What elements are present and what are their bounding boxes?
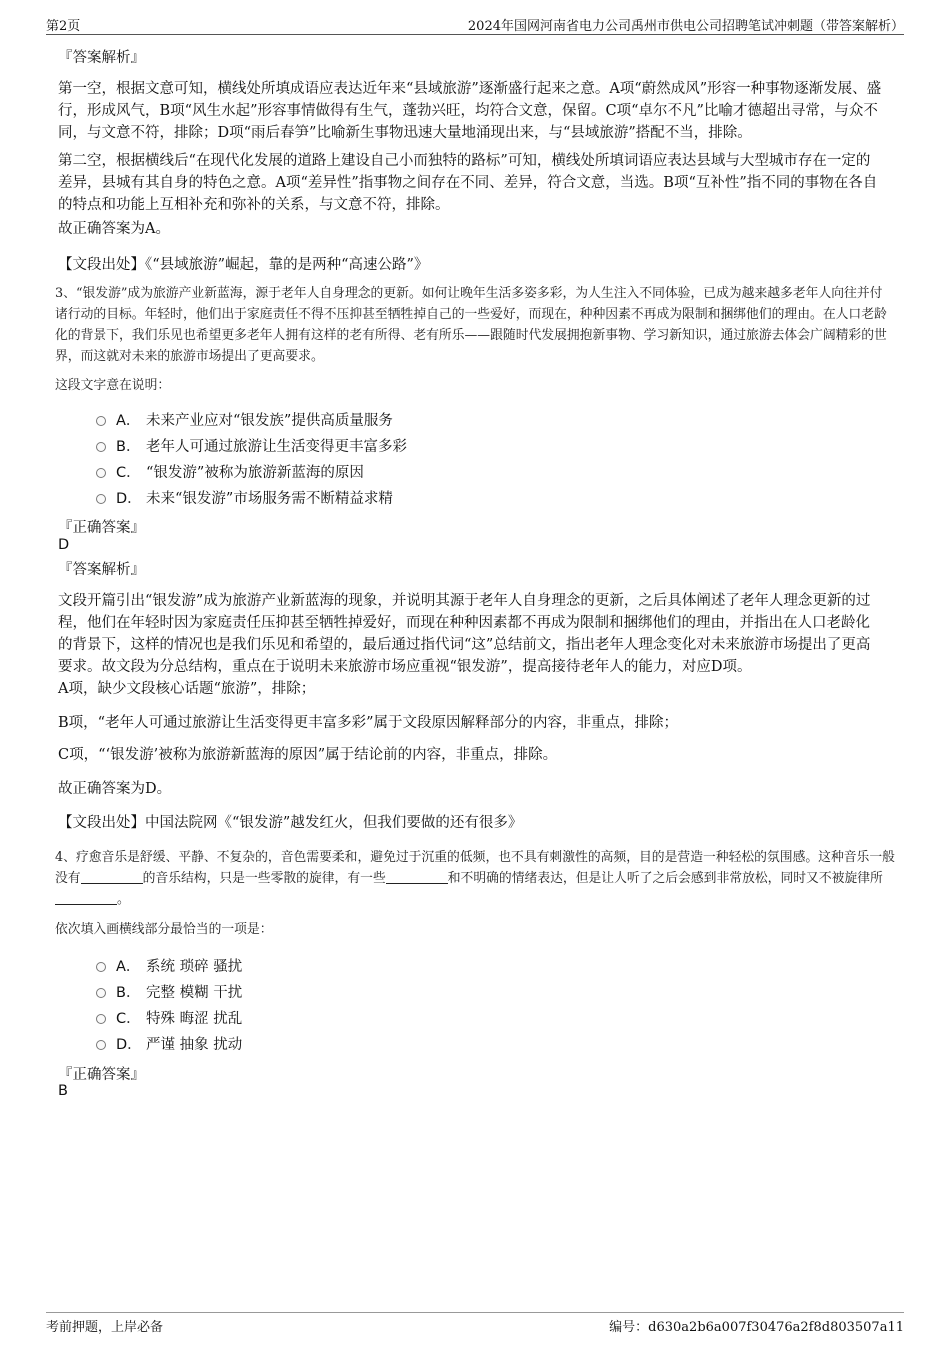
analysis-paragraph: C项，“‘银发游’被称为旅游新蓝海的原因”属于结论前的内容，非重点，排除。 <box>58 747 558 763</box>
correct-answer: B <box>58 1083 68 1099</box>
analysis-paragraph: 文段开篇引出“银发游”成为旅游产业新蓝海的现象，并说明其源于老年人自身理念的更新，之后具体阐述了老年人理念更新的过程，他们在年轻时因为家庭责任压抑甚至牺牲掉爱好，而现在种种因素都不再成为限制和捆绑他们的理由，并指出在人口老龄化的背景下，这样的情况也是我们乐见和希望的，最后通过指代词“这”总结前文，指出老年人理念变化对未来旅游市场提出了更高要求。故文段为分总结构，重点在于说明未来旅游市场应重视“银发游”，提高接待老年人的能力，对应D项。 <box>58 593 871 675</box>
footer-note: 考前押题，上岸必备 <box>46 1320 164 1335</box>
page-header <box>46 14 904 35</box>
option-b[interactable]: B． 完整 模糊 干扰 <box>96 982 242 1004</box>
correct-answer: D <box>58 537 70 553</box>
analysis-label: 『答案解析』 <box>58 50 145 66</box>
correct-answer-label: 『正确答案』 <box>58 520 145 536</box>
blank-line <box>81 869 143 884</box>
option-d[interactable]: D． 未来“银发游”市场服务需不断精益求精 <box>96 488 393 510</box>
source-citation: 【文段出处】《“县域旅游”崛起，靠的是两种“高速公路”》 <box>58 257 429 273</box>
radio-icon[interactable] <box>96 468 106 478</box>
blank-line <box>386 869 448 884</box>
analysis-label: 『答案解析』 <box>58 562 145 578</box>
page-number: 第2页 <box>46 19 81 34</box>
analysis-paragraph: 第一空，根据文意可知，横线处所填成语应表达近年来“县域旅游”逐渐盛行起来之意。A项“蔚然成风”形容一种事物逐渐发展、盛行，形成风气，B项“风生水起”形容事情做得有生气，蓬勃兴旺，均符合文意，保留。C项“卓尔不凡”比喻才德超出寻常，与众不同，与文意不符，排除；D项“雨后春笋”比喻新生事物迅速大量地涌现出来，与“县域旅游”搭配不当，排除。 <box>58 81 882 141</box>
radio-icon[interactable] <box>96 988 106 998</box>
option-b[interactable]: B． 老年人可通过旅游让生活变得更丰富多彩 <box>96 436 407 458</box>
question-prompt: 这段文字意在说明： <box>55 378 171 393</box>
radio-icon[interactable] <box>96 442 106 452</box>
answer-conclusion: 故正确答案为A。 <box>58 221 170 237</box>
radio-icon[interactable] <box>96 962 106 972</box>
correct-answer-label: 『正确答案』 <box>58 1067 145 1083</box>
option-a[interactable]: A． 系统 琐碎 骚扰 <box>96 956 242 978</box>
page-footer <box>46 1312 904 1335</box>
document-title: 2024年国网河南省电力公司禹州市供电公司招聘笔试冲刺题（带答案解析） <box>467 19 904 34</box>
radio-icon[interactable] <box>96 416 106 426</box>
radio-icon[interactable] <box>96 1040 106 1050</box>
blank-line <box>55 890 117 905</box>
option-a[interactable]: A． 未来产业应对“银发族”提供高质量服务 <box>96 410 393 432</box>
analysis-paragraph: B项，“老年人可通过旅游让生活变得更丰富多彩”属于文段原因解释部分的内容，非重点，排除； <box>58 715 678 731</box>
analysis-paragraph: 第二空，根据横线后“在现代化发展的道路上建设自己小而独特的路标”可知，横线处所填词语应表达县域与大型城市存在一定的差异，县城有其自身的特色之意。A项“差异性”指事物之间存在不同、差异，符合文意，当选。B项“互补性”指不同的事物在各自的特点和功能上互相补充和弥补的关系，与文意不符，排除。 <box>58 153 878 213</box>
option-c[interactable]: C． 特殊 晦涩 扰乱 <box>96 1008 242 1030</box>
question-prompt: 依次填入画横线部分最恰当的一项是： <box>55 922 273 937</box>
question-stem: 4、疗愈音乐是舒缓、平静、不复杂的，音色需要柔和，避免过于沉重的低频，也不具有刺激性的高频，目的是营造一种轻松的氛围感。这种音乐一般没有 的音乐结构，只是一些零散的旋律，有一些 和不明确的情绪表达，但是让人听了之后会感到非常放松，同时又不被旋律所。 <box>55 850 895 907</box>
source-citation: 【文段出处】中国法院网《“银发游”越发红火，但我们要做的还有很多》 <box>58 815 523 831</box>
radio-icon[interactable] <box>96 494 106 504</box>
document-code: 编号：d630a2b6a007f30476a2f8d803507a11 <box>609 1320 904 1335</box>
option-c[interactable]: C． “银发游”被称为旅游新蓝海的原因 <box>96 462 364 484</box>
option-d[interactable]: D． 严谨 抽象 扰动 <box>96 1034 242 1056</box>
question-stem: 3、“银发游”成为旅游产业新蓝海，源于老年人自身理念的更新。如何让晚年生活多姿多彩，为人生注入不同体验，已成为越来越多老年人向往并付诸行动的目标。年轻时，他们出于家庭责任不得不压抑甚至牺牲掉自己的一些爱好，而现在，种种因素不再成为限制和捆绑他们的理由。在人口老龄化的背景下，我们乐见也希望更多老年人拥有这样的老有所得、老有所乐——跟随时代发展拥抱新事物、学习新知识，通过旅游去体会广阔精彩的世界，而这就对未来的旅游市场提出了更高要求。 <box>55 286 887 364</box>
analysis-paragraph: A项，缺少文段核心话题“旅游”，排除； <box>58 681 316 697</box>
radio-icon[interactable] <box>96 1014 106 1024</box>
answer-conclusion: 故正确答案为D。 <box>58 781 172 797</box>
